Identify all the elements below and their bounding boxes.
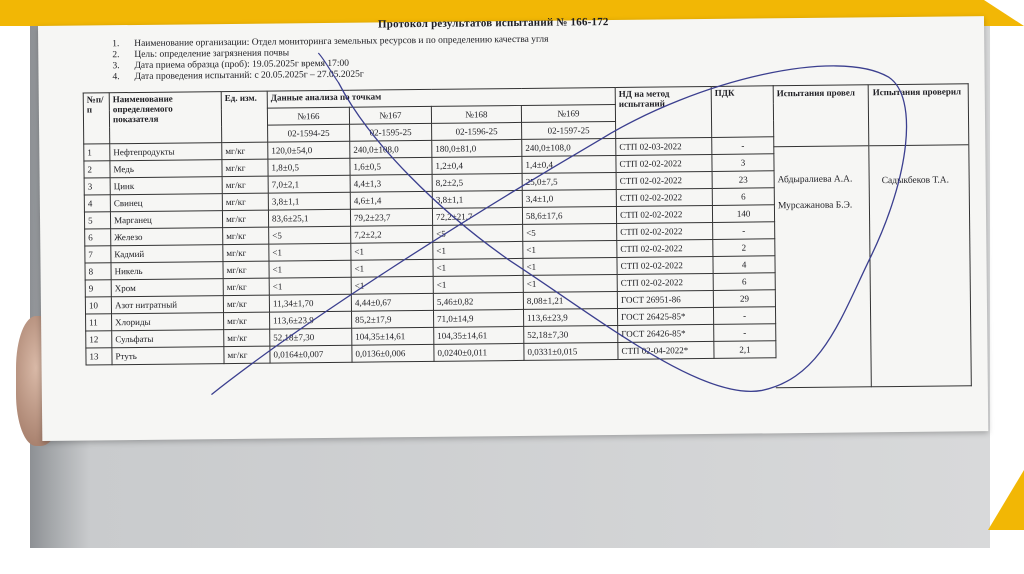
cell-value: 72,2±21,7 (432, 207, 522, 225)
cell-value: <1 (351, 242, 433, 260)
cell-name: Медь (110, 160, 222, 178)
cell-value: 52,18±7,30 (524, 325, 618, 343)
cell-method: СТП 02-02-2022 (616, 205, 712, 223)
meta-line: 2. Цель: определение загрязнения почвы (112, 48, 290, 61)
cell-unit: мг/кг (223, 295, 269, 312)
slide-frame-notch (984, 0, 1024, 26)
cell-unit: мг/кг (222, 176, 268, 193)
header-points: Данные анализа по точкам (267, 87, 615, 108)
point-label: №166 (267, 107, 349, 125)
header-tested: Испытания провел (776, 87, 855, 99)
point-label: №168 (431, 105, 521, 123)
cell-value: 4,44±0,67 (351, 293, 433, 311)
slide-frame-corner-accent (988, 470, 1024, 530)
cell-value: 104,35±14,61 (434, 326, 524, 344)
cell-value: 113,6±23,9 (523, 308, 617, 326)
cell-value: 4,4±1,3 (350, 174, 432, 192)
cell-name: Железо (111, 228, 223, 246)
cell-value: 240,0±108,0 (350, 140, 432, 158)
tester-name: Абдыралиева А.А. (777, 174, 853, 186)
cell-pdk: - (714, 307, 776, 325)
cell-value: <1 (433, 275, 523, 293)
cell-value: <1 (523, 274, 617, 292)
cell-unit: мг/кг (224, 329, 270, 346)
header-no: №п/п (83, 93, 110, 144)
cell-value: <1 (523, 240, 617, 258)
cell-unit: мг/кг (223, 227, 269, 244)
cell-value: 25,0±7,5 (522, 172, 616, 190)
cell-value: 0,0331±0,015 (524, 342, 618, 360)
meta-line: 3. Дата приема образца (проб): 19.05.2025г время 17:00 (112, 58, 350, 72)
cell-no: 3 (84, 178, 110, 195)
checked-by-column (869, 83, 972, 387)
cell-value: 11,34±1,70 (269, 294, 351, 312)
cell-method: СТП 02-02-2022 (617, 256, 713, 274)
cell-unit: мг/кг (223, 261, 269, 278)
cell-pdk: 2 (713, 239, 775, 257)
cell-name: Свинец (110, 194, 222, 212)
cell-pdk: 3 (712, 154, 774, 172)
cell-method: СТП 02-04-2022* (618, 341, 714, 359)
cell-no: 5 (84, 212, 110, 229)
cell-no: 9 (85, 280, 111, 297)
cell-no: 13 (86, 348, 112, 365)
point-label: №169 (521, 104, 615, 122)
cell-name: Ртуть (112, 347, 224, 365)
point-code: 02-1595-25 (350, 123, 432, 141)
cell-value: 83,6±25,1 (268, 209, 350, 227)
cell-value: 8,08±1,21 (523, 291, 617, 309)
cell-name: Сульфаты (112, 330, 224, 348)
cell-value: 5,46±0,82 (433, 292, 523, 310)
cell-value: 0,0240±0,011 (434, 343, 524, 361)
cell-value: <1 (523, 257, 617, 275)
cell-value: <1 (351, 276, 433, 294)
cell-name: Хлориды (112, 313, 224, 331)
point-label: №167 (349, 106, 431, 124)
checker-name: Садыкбеков Т.А. (881, 175, 950, 187)
cell-value: 58,6±17,6 (522, 206, 616, 224)
cell-no: 8 (85, 263, 111, 280)
cell-value: <1 (269, 277, 351, 295)
header-unit: Ед. изм. (221, 91, 268, 142)
tester-name: Мурсажанова Б.Э. (777, 200, 853, 212)
cell-value: 3,8±1,1 (268, 192, 350, 210)
cell-method: СТП 02-02-2022 (616, 154, 712, 172)
cell-method: СТП 02-03-2022 (616, 137, 712, 155)
tested-by-column (773, 84, 872, 388)
cell-pdk: 6 (713, 273, 775, 291)
cell-method: СТП 02-02-2022 (617, 222, 713, 240)
cell-value: <1 (269, 243, 351, 261)
cell-pdk: 6 (712, 188, 774, 206)
protocol-sheet (38, 16, 988, 441)
cell-no: 10 (85, 297, 111, 314)
cell-unit: мг/кг (223, 278, 269, 295)
cell-pdk: 29 (713, 290, 775, 308)
cell-unit: мг/кг (223, 244, 269, 261)
cell-value: 4,6±1,4 (350, 191, 432, 209)
cell-value: 1,2±0,4 (432, 156, 522, 174)
cell-value: 120,0±54,0 (268, 141, 350, 159)
cell-method: СТП 02-02-2022 (617, 239, 713, 257)
cell-value: 240,0±108,0 (522, 138, 616, 156)
cell-unit: мг/кг (222, 210, 268, 227)
cell-value: <5 (269, 226, 351, 244)
cell-method: ГОСТ 26426-85* (618, 324, 714, 342)
cell-method: ГОСТ 26951-86 (617, 290, 713, 308)
cell-name: Кадмий (111, 245, 223, 263)
cell-value: 0,0136±0,006 (352, 344, 434, 362)
cell-no: 2 (84, 161, 110, 178)
cell-method: СТП 02-02-2022 (617, 273, 713, 291)
cell-pdk: 140 (712, 205, 774, 223)
cell-value: 1,4±0,4 (522, 155, 616, 173)
document-photo (30, 16, 990, 548)
cell-value: 7,2±2,2 (351, 225, 433, 243)
cell-no: 4 (84, 195, 110, 212)
cell-method: СТП 02-02-2022 (616, 188, 712, 206)
cell-value: <5 (433, 224, 523, 242)
cell-value: <1 (433, 258, 523, 276)
cell-name: Хром (111, 279, 223, 297)
cell-value: 3,8±1,1 (432, 190, 522, 208)
cell-method: СТП 02-02-2022 (616, 171, 712, 189)
header-name: Наименование определяемого показателя (109, 92, 222, 144)
cell-value: 71,0±14,9 (433, 309, 523, 327)
cell-unit: мг/кг (224, 346, 270, 363)
cell-name: Цинк (110, 177, 222, 195)
meta-line: 1. Наименование организации: Отдел мониторинга земельных ресурсов и по определению качества угля (112, 34, 549, 50)
cell-value: 7,0±2,1 (268, 175, 350, 193)
cell-name: Азот нитратный (111, 296, 223, 314)
cell-value: <5 (523, 223, 617, 241)
cell-value: 8,2±2,5 (432, 173, 522, 191)
cell-value: 1,6±0,5 (350, 157, 432, 175)
cell-method: ГОСТ 26425-85* (618, 307, 714, 325)
cell-value: 85,2±17,9 (352, 310, 434, 328)
header-method: НД на метод испытаний (615, 86, 712, 138)
cell-value: 0,0164±0,007 (270, 345, 352, 363)
cell-value: 1,8±0,5 (268, 158, 350, 176)
cell-value: 104,35±14,61 (352, 327, 434, 345)
cell-value: 3,4±1,0 (522, 189, 616, 207)
cell-value: 113,6±23,9 (270, 311, 352, 329)
cell-unit: мг/кг (222, 193, 268, 210)
document-title: Протокол результатов испытаний № 166-172 (377, 16, 609, 31)
cell-value: 180,0±81,0 (432, 139, 522, 157)
meta-line: 4. Дата проведения испытаний: с 20.05.2025г – 27.05.2025г (112, 69, 364, 83)
cell-value: <1 (269, 260, 351, 278)
cell-name: Нефтепродукты (110, 143, 222, 161)
cell-no: 12 (86, 331, 112, 348)
point-code: 02-1597-25 (522, 121, 616, 139)
header-checked: Испытания проверил (872, 86, 962, 98)
cell-unit: мг/кг (222, 159, 268, 176)
cell-no: 1 (84, 144, 110, 161)
cell-pdk: 2,1 (714, 341, 776, 359)
results-table (83, 85, 777, 365)
point-code: 02-1594-25 (268, 124, 350, 142)
cell-value: <1 (351, 259, 433, 277)
slide-frame-bottom (0, 548, 1024, 574)
signatures-block (773, 83, 972, 388)
cell-pdk: - (712, 137, 774, 155)
cell-pdk: - (714, 324, 776, 342)
cell-pdk: 23 (712, 171, 774, 189)
cell-unit: мг/кг (222, 142, 268, 159)
cell-name: Никель (111, 262, 223, 280)
cell-value: 52,18±7,30 (270, 328, 352, 346)
cell-pdk: 4 (713, 256, 775, 274)
cell-unit: мг/кг (224, 312, 270, 329)
cell-pdk: - (713, 222, 775, 240)
cell-value: 79,2±23,7 (350, 208, 432, 226)
cell-no: 7 (85, 246, 111, 263)
point-code: 02-1596-25 (432, 122, 522, 140)
header-pdk: ПДК (711, 86, 774, 138)
cell-no: 11 (86, 314, 112, 331)
document-meta (112, 35, 549, 84)
cell-no: 6 (85, 229, 111, 246)
cell-value: <1 (433, 241, 523, 259)
cell-name: Марганец (110, 211, 222, 229)
